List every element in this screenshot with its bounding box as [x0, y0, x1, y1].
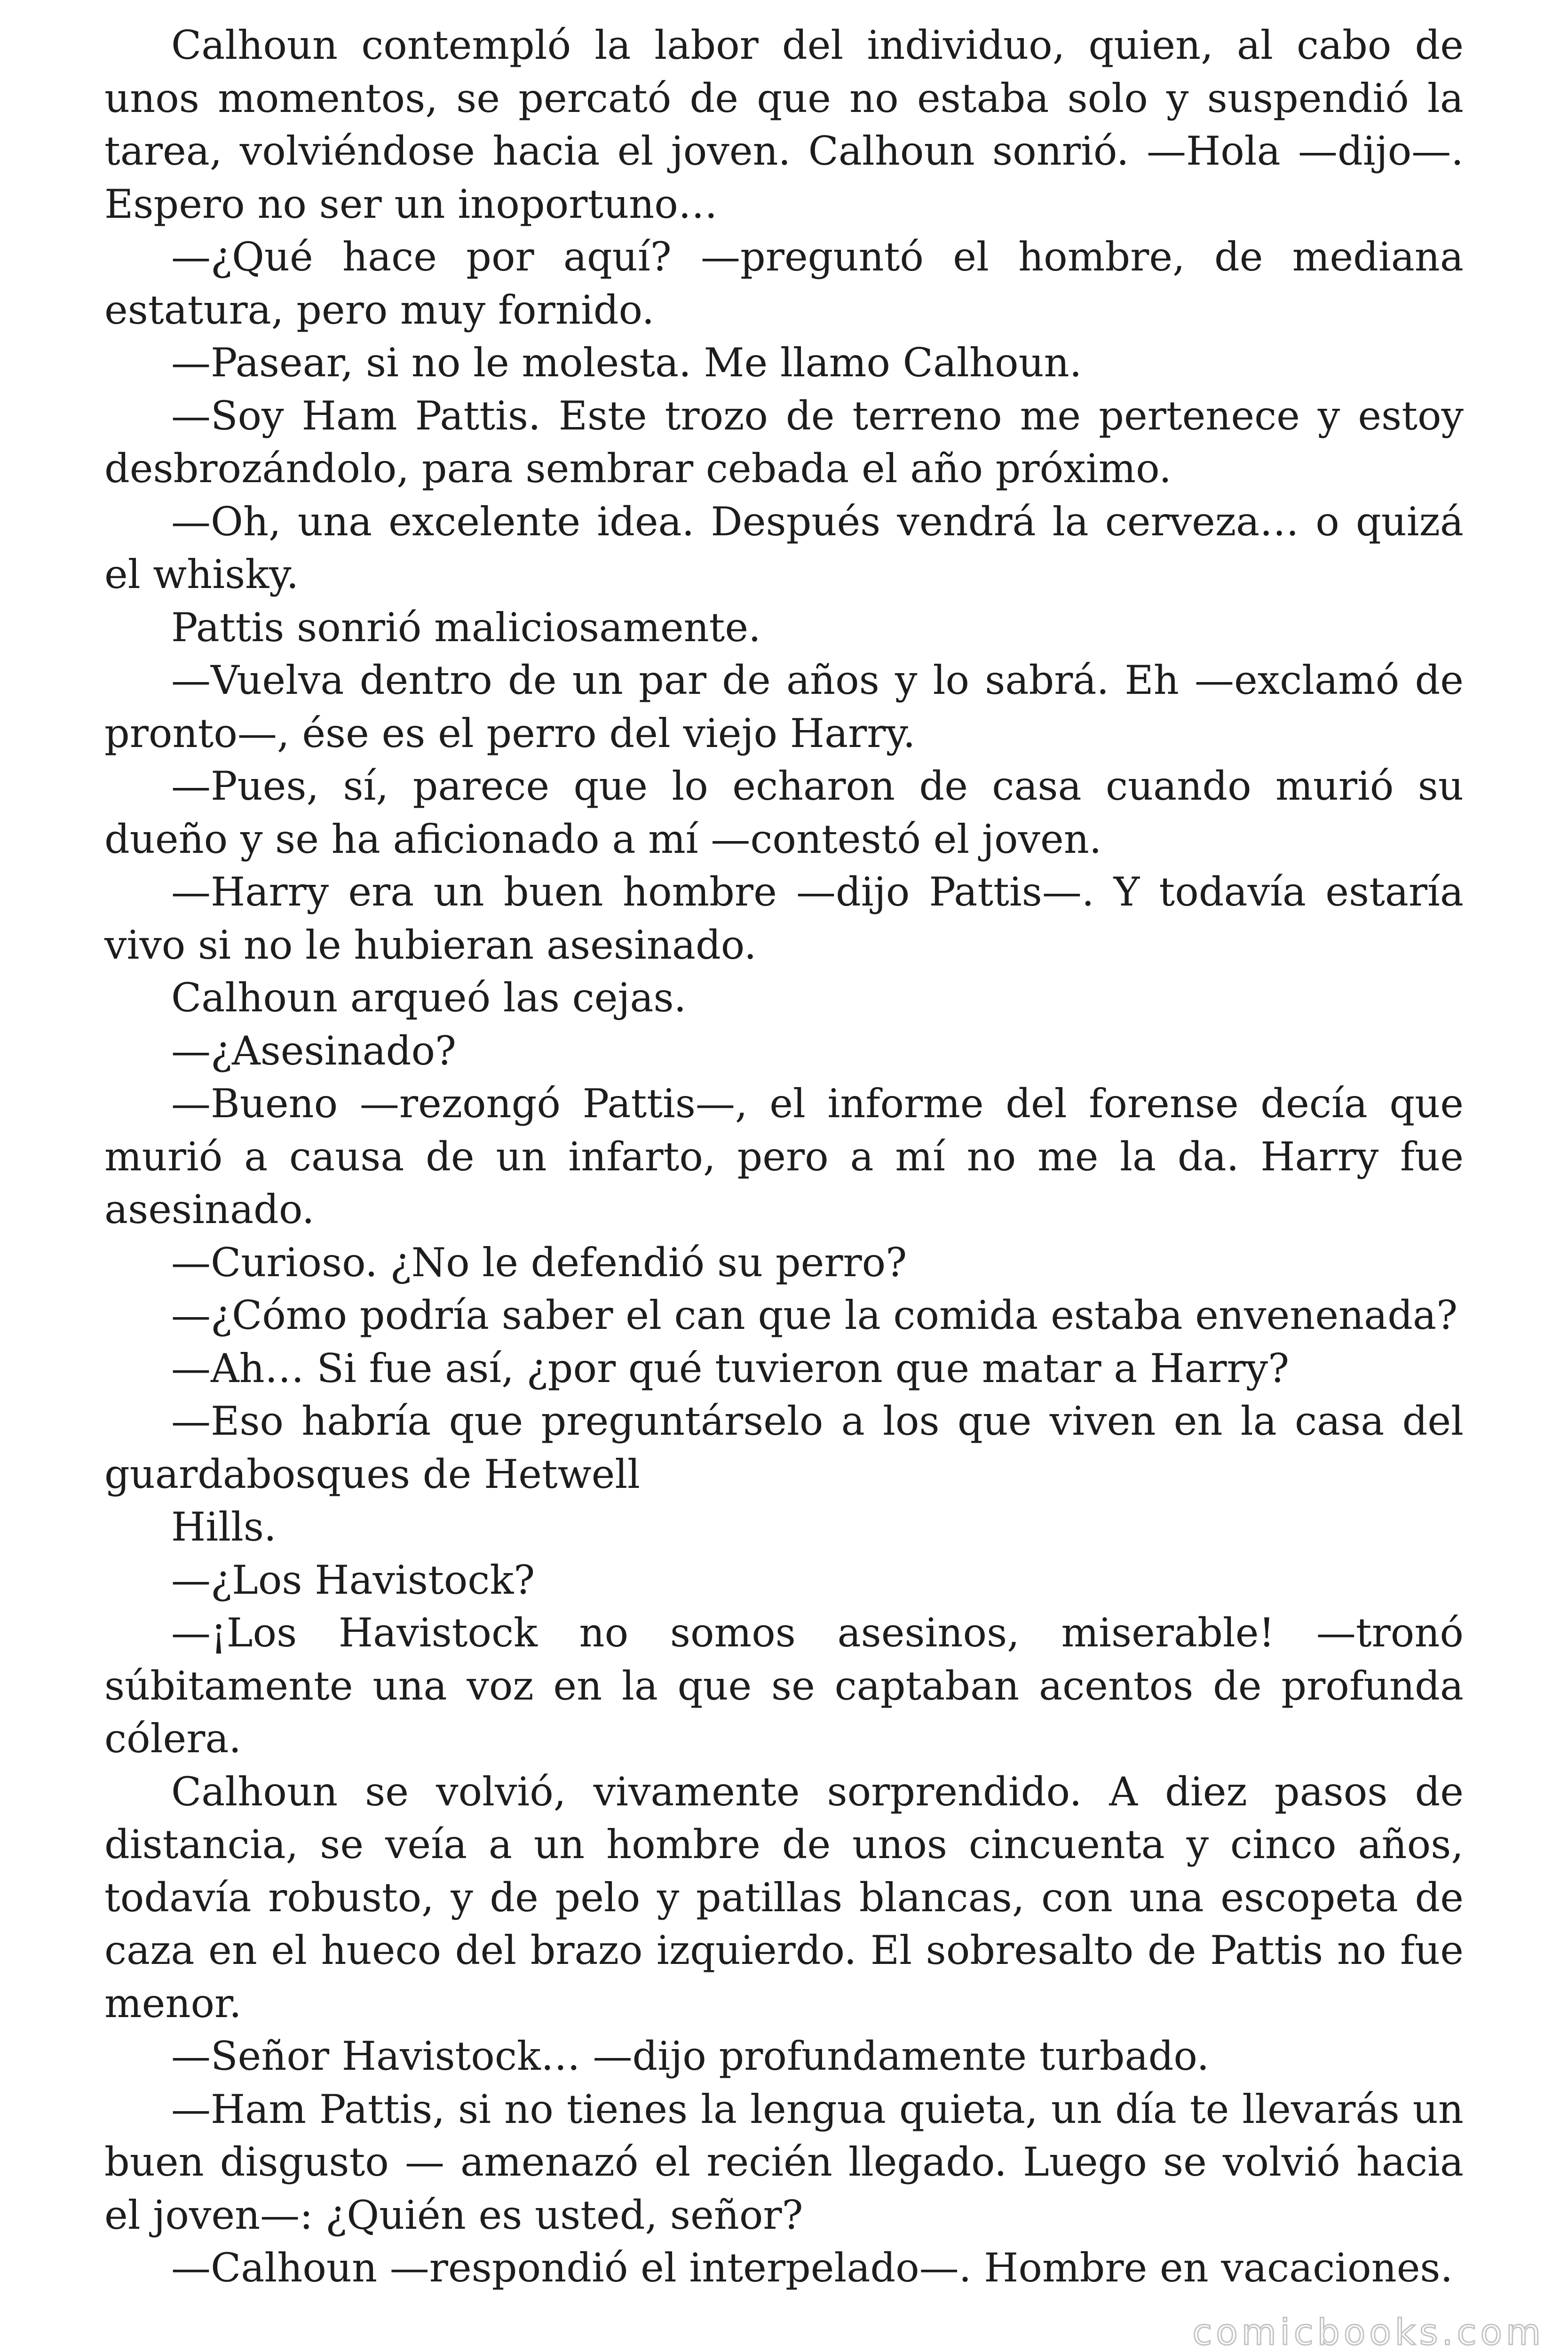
paragraph: —¿Los Havistock?	[171, 1557, 535, 1603]
paragraph: —¿Asesinado?	[171, 1027, 457, 1074]
paragraph: —Ah… Si fue así, ¿por qué tuvieron que matar a Harry?	[171, 1345, 1290, 1391]
paragraph: —Curioso. ¿No le defendió su perro?	[171, 1239, 907, 1286]
paragraph: Hills.	[171, 1504, 277, 1550]
watermark: comicbooks.com	[1192, 2311, 1544, 2352]
paragraph: —Señor Havistock… —dijo profundamente turbado.	[171, 2033, 1210, 2079]
paragraph: Pattis sonrió maliciosamente.	[171, 604, 761, 651]
paragraph: —Harry era un buen hombre —dijo Pattis—. Y todavía estaría vivo si no le hubieran asesinado.	[104, 869, 1464, 968]
paragraph: —Vuelva dentro de un par de años y lo sabrá. Eh —exclamó de pronto—, ése es el perro del viejo Harry.	[104, 657, 1464, 756]
paragraph: —Ham Pattis, si no tienes la lengua quieta, un día te llevarás un buen disgusto — amenazó el recién llegado. Luego se volvió hacia el joven—: ¿Quién es usted, señor?	[104, 2086, 1464, 2238]
paragraph: —Soy Ham Pattis. Este trozo de terreno me pertenece y estoy desbrozándolo, para sembrar cebada el año próximo.	[104, 392, 1464, 492]
paragraph: —Pues, sí, parece que lo echaron de casa cuando murió su dueño y se ha aficionado a mí —contestó el joven.	[104, 763, 1464, 862]
paragraph: —¿Qué hace por aquí? —preguntó el hombre, de mediana estatura, pero muy fornido.	[104, 234, 1464, 333]
paragraph: —Eso habría que preguntárselo a los que viven en la casa del guardabosques de Hetwell	[104, 1398, 1464, 1497]
paragraph: Calhoun se volvió, vivamente sorprendido. A diez pasos de distancia, se veía a un hombre de unos cincuenta y cinco años, todavía robusto, y de pelo y patillas blancas, con una escopeta de caza en el hueco del brazo izquierdo. El sobresalto de Pattis no fue menor.	[104, 1768, 1464, 2026]
paragraph: —¡Los Havistock no somos asesinos, miserable! —tronó súbitamente una voz en la que se captaban acentos de profunda cólera.	[104, 1610, 1464, 1762]
paragraph: —Pasear, si no le molesta. Me llamo Calhoun.	[171, 340, 1082, 386]
paragraph: —Calhoun —respondió el interpelado—. Hombre en vacaciones.	[171, 2245, 1453, 2291]
paragraph: —¿Cómo podría saber el can que la comida estaba envenenada?	[171, 1292, 1458, 1338]
paragraph: —Oh, una excelente idea. Después vendrá la cerveza… o quizá el whisky.	[104, 498, 1464, 597]
paragraph: —Bueno —rezongó Pattis—, el informe del forense decía que murió a causa de un infarto, pero a mí no me la da. Harry fue asesinado.	[104, 1081, 1464, 1232]
paragraph: Calhoun contempló la labor del individuo, quien, al cabo de unos momentos, se percató de que no estaba solo y suspendió la tarea, volviéndose hacia el joven. Calhoun sonrió. —Hola —dijo—. Espero no ser un inoportuno…	[104, 22, 1464, 227]
book-page-text	[104, 19, 1464, 2295]
paragraph: Calhoun arqueó las cejas.	[171, 975, 687, 1021]
